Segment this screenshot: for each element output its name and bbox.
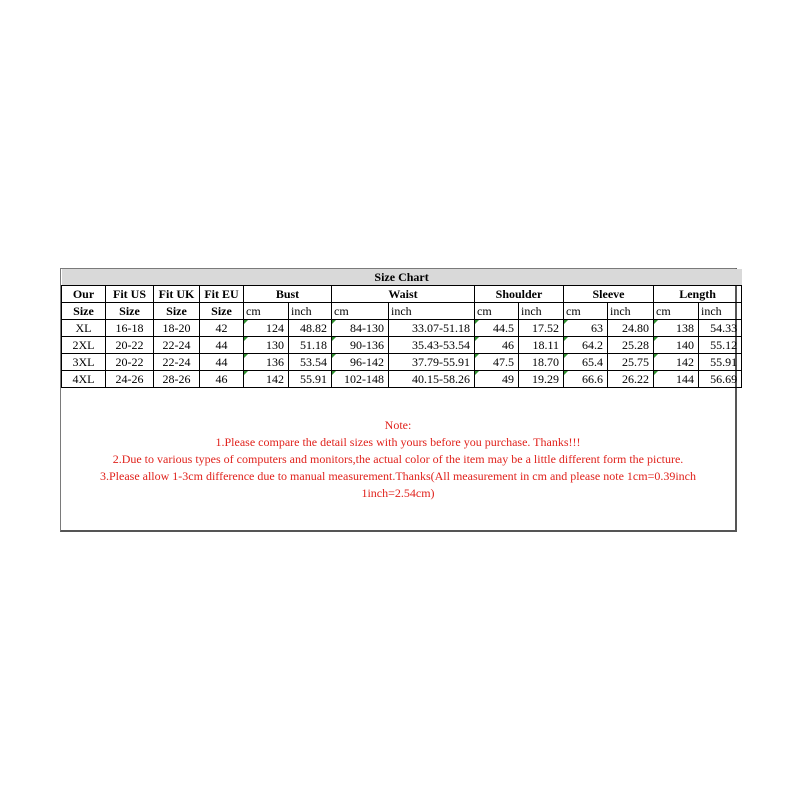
cell-sleeve-cm: 65.4 [564,354,608,371]
cell-length-cm: 140 [654,337,699,354]
header-fit-uk: Fit UK [154,286,200,303]
cell-waist-inch: 37.79-55.91 [389,354,475,371]
cell-bust-cm: 130 [244,337,289,354]
cell-fit-us: 16-18 [106,320,154,337]
unit-bust-inch: inch [289,303,332,320]
unit-bust-cm: cm [244,303,289,320]
cell-shoulder-inch: 18.11 [519,337,564,354]
unit-shoulder-cm: cm [475,303,519,320]
header-fit-us-2: Size [106,303,154,320]
note-line-1: 1.Please compare the detail sizes with yours before you purchase. Thanks!!! [215,435,581,449]
cell-fit-us: 24-26 [106,371,154,388]
cell-fit-eu: 44 [200,337,244,354]
header-fit-us: Fit US [106,286,154,303]
header-bust: Bust [244,286,332,303]
cell-length-cm: 144 [654,371,699,388]
cell-bust-cm: 124 [244,320,289,337]
cell-bust-inch: 48.82 [289,320,332,337]
cell-shoulder-cm: 44.5 [475,320,519,337]
note-heading: Note: [384,418,412,432]
cell-size: 3XL [62,354,106,371]
cell-sleeve-inch: 25.28 [608,337,654,354]
cell-length-inch: 55.12 [699,337,742,354]
header-fit-eu-2: Size [200,303,244,320]
header-fit-eu: Fit EU [200,286,244,303]
cell-shoulder-cm: 47.5 [475,354,519,371]
cell-bust-inch: 55.91 [289,371,332,388]
cell-bust-cm: 136 [244,354,289,371]
cell-shoulder-inch: 19.29 [519,371,564,388]
cell-fit-us: 20-22 [106,354,154,371]
header-waist: Waist [332,286,475,303]
header-shoulder: Shoulder [475,286,564,303]
cell-waist-inch: 33.07-51.18 [389,320,475,337]
notes-section [61,417,735,502]
cell-fit-us: 20-22 [106,337,154,354]
cell-waist-cm: 102-148 [332,371,389,388]
table-row [62,371,742,388]
cell-sleeve-inch: 25.75 [608,354,654,371]
table-row [62,320,742,337]
table-row [62,337,742,354]
cell-length-cm: 142 [654,354,699,371]
cell-bust-inch: 53.54 [289,354,332,371]
unit-sleeve-cm: cm [564,303,608,320]
header-our-size-2: Size [62,303,106,320]
cell-sleeve-cm: 64.2 [564,337,608,354]
cell-fit-uk: 22-24 [154,337,200,354]
note-line-2: 2.Due to various types of computers and monitors,the actual color of the item may be a little different form the picture. [112,452,684,466]
cell-waist-cm: 96-142 [332,354,389,371]
cell-waist-cm: 90-136 [332,337,389,354]
note-line-3: 3.Please allow 1-3cm difference due to manual measurement.Thanks(All measurement in cm and please note 1cm=0.39inch [99,469,696,483]
unit-length-cm: cm [654,303,699,320]
cell-shoulder-cm: 49 [475,371,519,388]
unit-shoulder-inch: inch [519,303,564,320]
cell-fit-uk: 18-20 [154,320,200,337]
unit-length-inch: inch [699,303,742,320]
unit-sleeve-inch: inch [608,303,654,320]
header-fit-uk-2: Size [154,303,200,320]
chart-title: Size Chart [62,269,742,286]
cell-length-inch: 54.33 [699,320,742,337]
cell-waist-cm: 84-130 [332,320,389,337]
cell-size: 4XL [62,371,106,388]
cell-length-inch: 55.91 [699,354,742,371]
cell-bust-inch: 51.18 [289,337,332,354]
header-our-size: Our [62,286,106,303]
cell-sleeve-cm: 66.6 [564,371,608,388]
cell-size: 2XL [62,337,106,354]
cell-fit-uk: 28-26 [154,371,200,388]
cell-bust-cm: 142 [244,371,289,388]
size-chart-table [61,269,742,388]
cell-fit-uk: 22-24 [154,354,200,371]
cell-length-inch: 56.69 [699,371,742,388]
cell-size: XL [62,320,106,337]
header-length: Length [654,286,742,303]
cell-fit-eu: 44 [200,354,244,371]
unit-waist-cm: cm [332,303,389,320]
cell-shoulder-cm: 46 [475,337,519,354]
cell-sleeve-inch: 24.80 [608,320,654,337]
header-sleeve: Sleeve [564,286,654,303]
cell-shoulder-inch: 18.70 [519,354,564,371]
size-chart [60,268,737,532]
note-line-4: 1inch=2.54cm) [361,486,435,500]
cell-length-cm: 138 [654,320,699,337]
cell-fit-eu: 46 [200,371,244,388]
table-row [62,354,742,371]
cell-fit-eu: 42 [200,320,244,337]
unit-waist-inch: inch [389,303,475,320]
cell-sleeve-cm: 63 [564,320,608,337]
cell-waist-inch: 35.43-53.54 [389,337,475,354]
cell-waist-inch: 40.15-58.26 [389,371,475,388]
cell-sleeve-inch: 26.22 [608,371,654,388]
cell-shoulder-inch: 17.52 [519,320,564,337]
